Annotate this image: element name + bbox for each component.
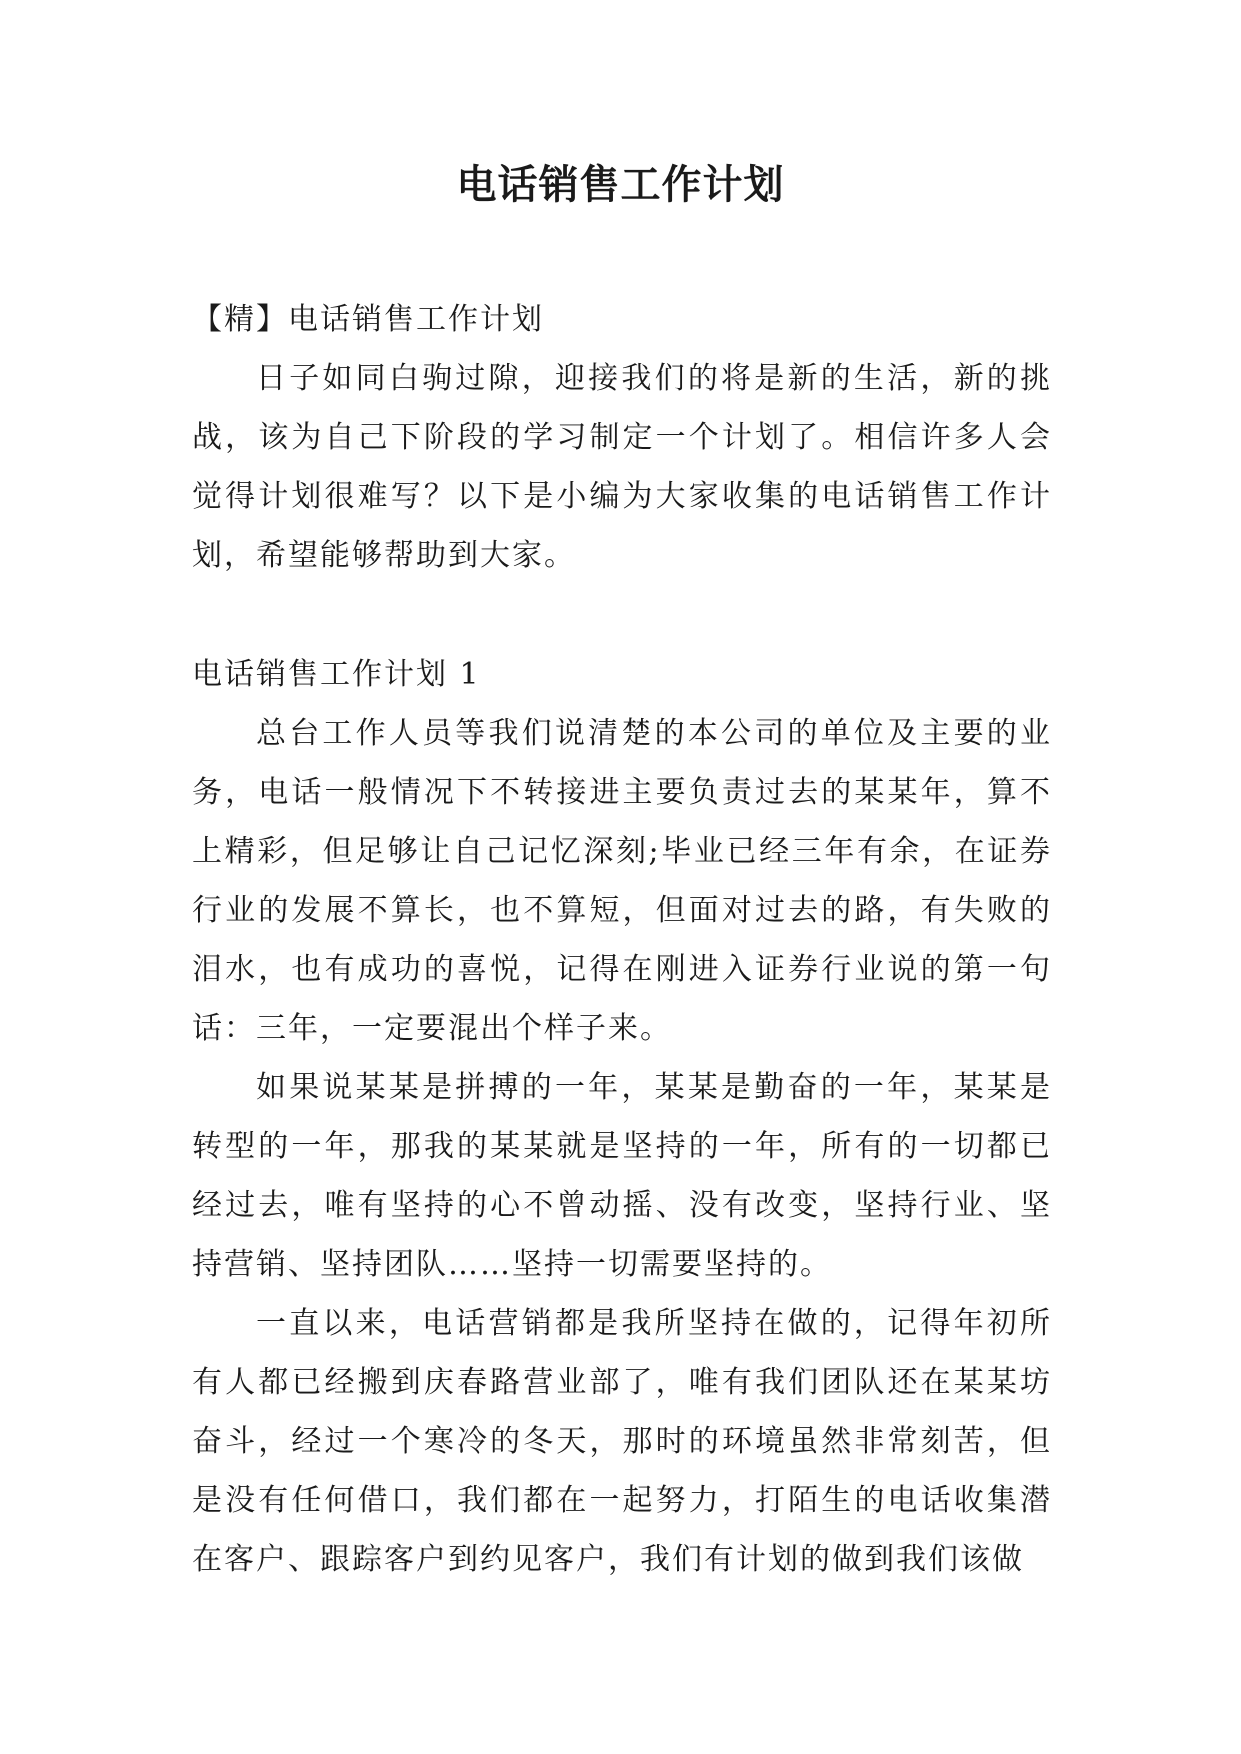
document-title: 电话销售工作计划 — [456, 162, 785, 208]
body-paragraph: 如果说某某是拼搏的一年，某某是勤奋的一年，某某是转型的一年，那我的某某就是坚持的一年，所有的一切都已经过去，唯有坚持的心不曾动摇、没有改变，坚持行业、坚持营销、坚持团队……坚持一切需要坚持的。 — [192, 1070, 1052, 1282]
intro-heading: 【精】电话销售工作计划 — [192, 302, 544, 337]
body-paragraph: 总台工作人员等我们说清楚的本公司的单位及主要的业务，电话一般情况下不转接进主要负责过去的某某年，算不上精彩，但足够让自己记忆深刻;毕业已经三年有余，在证券行业的发展不算长，也不算短，但面对过去的路，有失败的泪水，也有成功的喜悦，记得在刚进入证券行业说的第一句话：三年，一定要混出个样子来。 — [192, 716, 1052, 1046]
body-paragraph: 一直以来，电话营销都是我所坚持在做的，记得年初所有人都已经搬到庆春路营业部了，唯有我们团队还在某某坊奋斗，经过一个寒冷的冬天，那时的环境虽然非常刻苦，但是没有任何借口，我们都在一起努力，打陌生的电话收集潜在客户、跟踪客户到约见客户，我们有计划的做到我们该做 — [192, 1306, 1052, 1577]
document-body — [192, 290, 1052, 1589]
intro-paragraph: 日子如同白驹过隙，迎接我们的将是新的生活，新的挑战，该为自己下阶段的学习制定一个计划了。相信许多人会觉得计划很难写？以下是小编为大家收集的电话销售工作计划，希望能够帮助到大家。 — [192, 361, 1052, 573]
section-heading: 电话销售工作计划 1 — [192, 657, 481, 692]
